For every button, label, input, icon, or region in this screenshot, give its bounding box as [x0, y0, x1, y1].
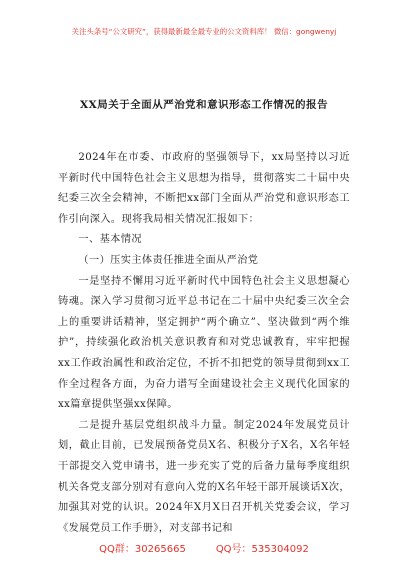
section-heading: 一、基本情况	[78, 234, 142, 246]
document-body	[58, 148, 350, 539]
body-paragraph: 一是坚持不懈用习近平新时代中国特色社会主义思想凝心铸魂。深入学习贯彻习近平总书记在二十届中央纪委三次全会上的重要讲话精神，坚定拥护“两个确立”、坚决做到“两个维护”，持续强化政治机关意识教育和对党忠诚教育，牢牢把握xx工作政治属性和政治定位，不折不扣把党的领导贯彻到xx工作全过程各方面，为奋力谱写全面建设社会主义现代化国家的xx篇章提供坚强xx保障。	[58, 275, 350, 411]
qq-group: QQ群：30265665	[99, 544, 186, 555]
subsection-heading: （一）压实主体责任推进全面从严治党	[78, 254, 259, 266]
body-paragraph: 二是提升基层党组织战斗力量。制定2024年发展党员计划，截止目前，已发展预备党员X名、积极分子X名，X名年轻干部提交入党申请书，进一步充实了党的后备力量每季度组织机关各党支部分别对有意向入党的X名年轻干部开展谈话X次，加强其对党的认识。2024年X月X日召开机关党委会议，学习《发展党员工作手册》，对支部书记和	[58, 419, 350, 534]
header-banner: 关注头条号“公文研究”，获得最新最全最专业的公文资料库！ 微信：gongwenyj	[71, 27, 337, 36]
qq-number: QQ号：535304092	[215, 544, 309, 555]
document-title: XX局关于全面从严治党和意识形态工作情况的报告	[79, 99, 329, 111]
intro-paragraph: 2024年在市委、市政府的坚强领导下，xx局坚持以习近平新时代中国特色社会主义思想为指导，贯彻落实二十届中央纪委三次全会精神，不断把xx部门全面从严治党和意识形态工作引向深入。现将我局相关情况汇报如下：	[58, 152, 350, 225]
footer-contact	[0, 540, 408, 555]
